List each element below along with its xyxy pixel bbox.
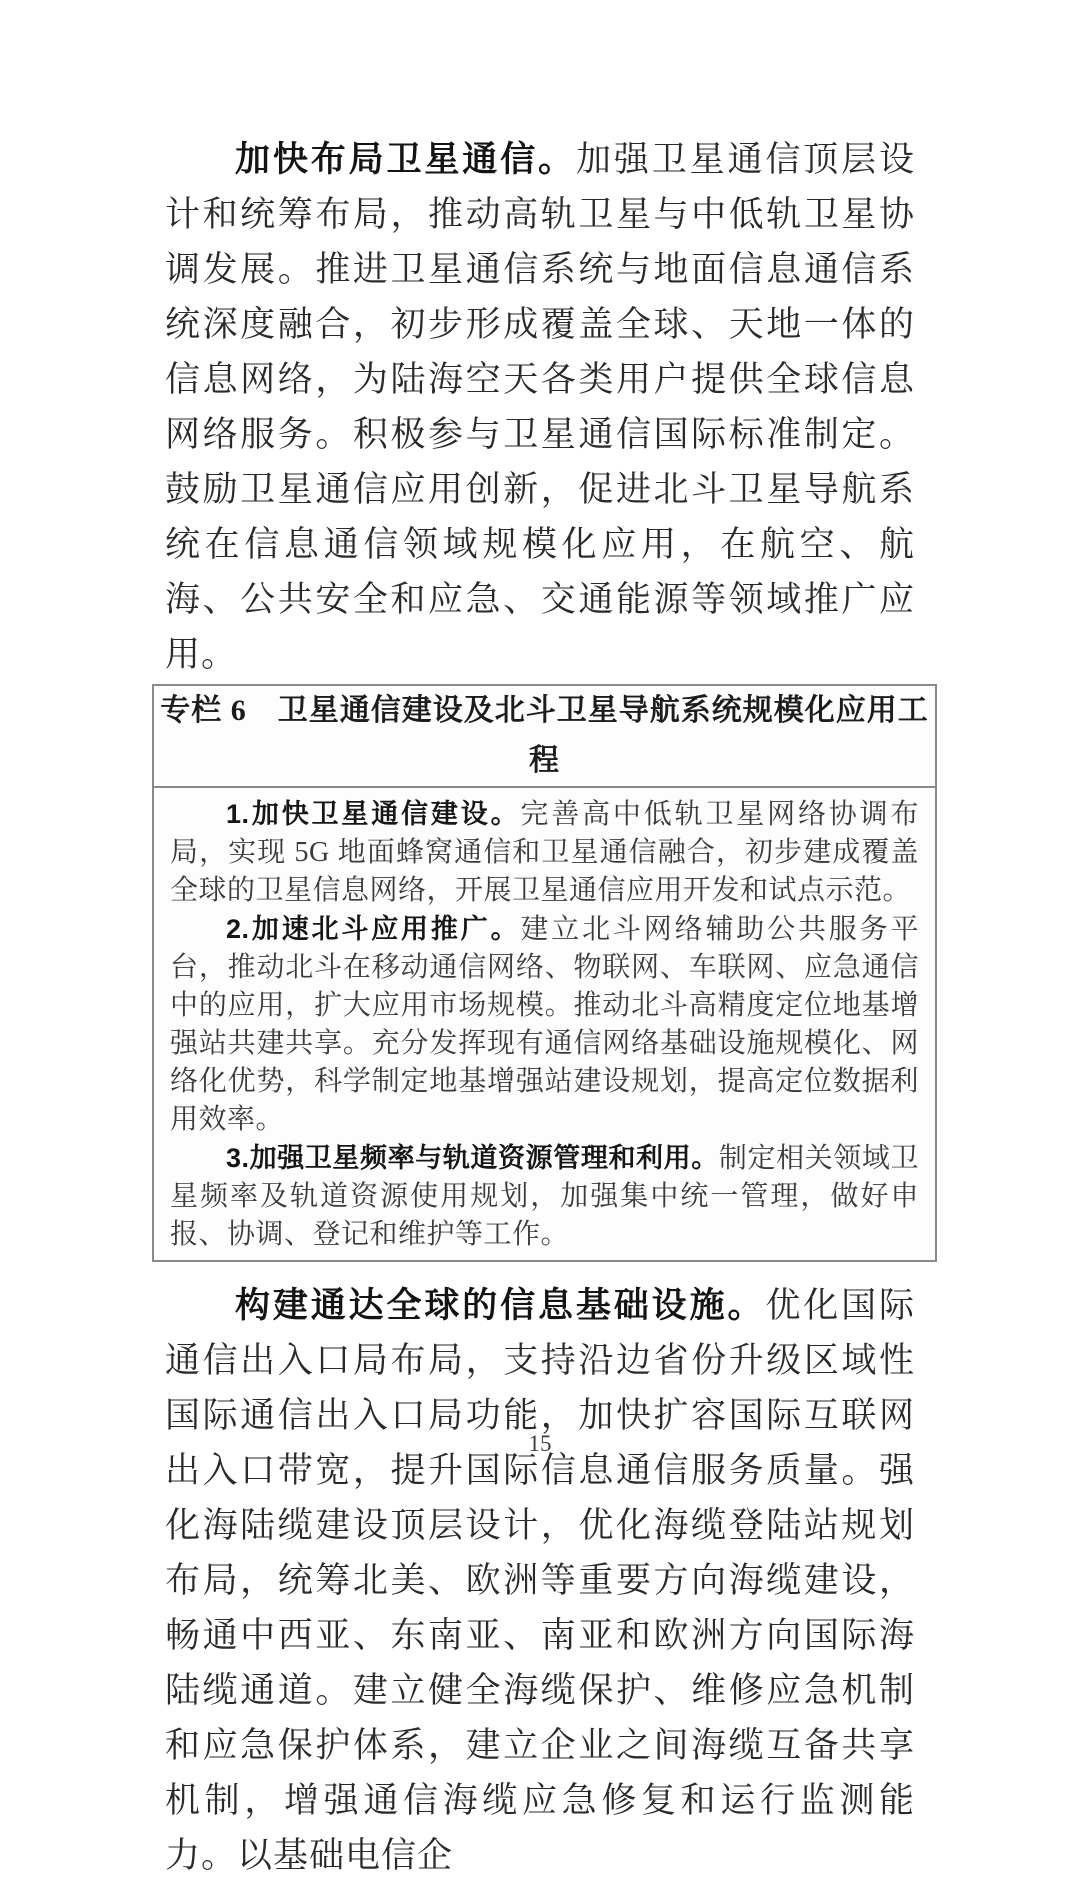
- paragraph-bold-lead: 加快布局卫星通信。: [235, 140, 576, 179]
- panel-title: 专栏 6 卫星通信建设及北斗卫星导航系统规模化应用工程: [154, 686, 935, 788]
- panel-item-1-body: 完善高中低轨卫星网络协调布局，实现 5G 地面蜂窝通信和卫星通信融合，初步建成覆盖全球的卫星信息网络，开展卫星通信应用开发和试点示范。: [170, 799, 919, 906]
- panel-item-1: [170, 795, 919, 910]
- document-page-content: [160, 0, 929, 1883]
- panel-body: [154, 788, 935, 1260]
- paragraph-bold-lead: 构建通达全球的信息基础设施。: [235, 1286, 766, 1325]
- paragraph-body-text: 加强卫星通信顶层设计和统筹布局，推动高轨卫星与中低轨卫星协调发展。推进卫星通信系统与地面信息通信系统深度融合，初步形成覆盖全球、天地一体的信息网络，为陆海空天各类用户提供全球信息网络服务。积极参与卫星通信国际标准制定。鼓励卫星通信应用创新，促进北斗卫星导航系统在信息通信领域规模化应用，在航空、航海、公共安全和应急、交通能源等领域推广应用。: [165, 140, 915, 674]
- panel-item-2-body: 建立北斗网络辅助公共服务平台，推动北斗在移动通信网络、物联网、车联网、应急通信中的应用，扩大应用市场规模。推动北斗高精度定位地基增强站共建共享。充分发挥现有通信网络基础设施规模化、网络化优势，科学制定地基增强站建设规划，提高定位数据利用效率。: [170, 914, 919, 1135]
- page-number: 15: [528, 1431, 552, 1456]
- panel-item-2-lead: 2.加速北斗应用推广。: [226, 914, 521, 944]
- panel-item-2: [170, 910, 919, 1139]
- panel-item-3-lead: 3.加强卫星频率与轨道资源管理和利用。: [226, 1143, 719, 1173]
- paragraph-body-text: 优化国际通信出入口局布局，支持沿边省份升级区域性国际通信出入口局功能，加快扩容国际互联网出入口带宽，提升国际信息通信服务质量。强化海陆缆建设顶层设计，优化海缆登陆站规划布局，统筹北美、欧洲等重要方向海缆建设，畅通中西亚、东南亚、南亚和欧洲方向国际海陆缆通道。建立健全海缆保护、维修应急机制和应急保护体系，建立企业之间海缆互备共享机制，增强通信海缆应急修复和运行监测能力。以基础电信企: [165, 1286, 915, 1875]
- panel-item-3: [170, 1139, 919, 1254]
- paragraph-satellite-communication: [165, 132, 915, 682]
- panel-item-1-lead: 1.加快卫星通信建设。: [226, 799, 521, 829]
- paragraph-global-infrastructure: [165, 1278, 915, 1883]
- panel-item-3-body: 制定相关领域卫星频率及轨道资源使用规划，加强集中统一管理，做好申报、协调、登记和维护等工作。: [170, 1143, 919, 1250]
- panel-column-6: [152, 684, 937, 1262]
